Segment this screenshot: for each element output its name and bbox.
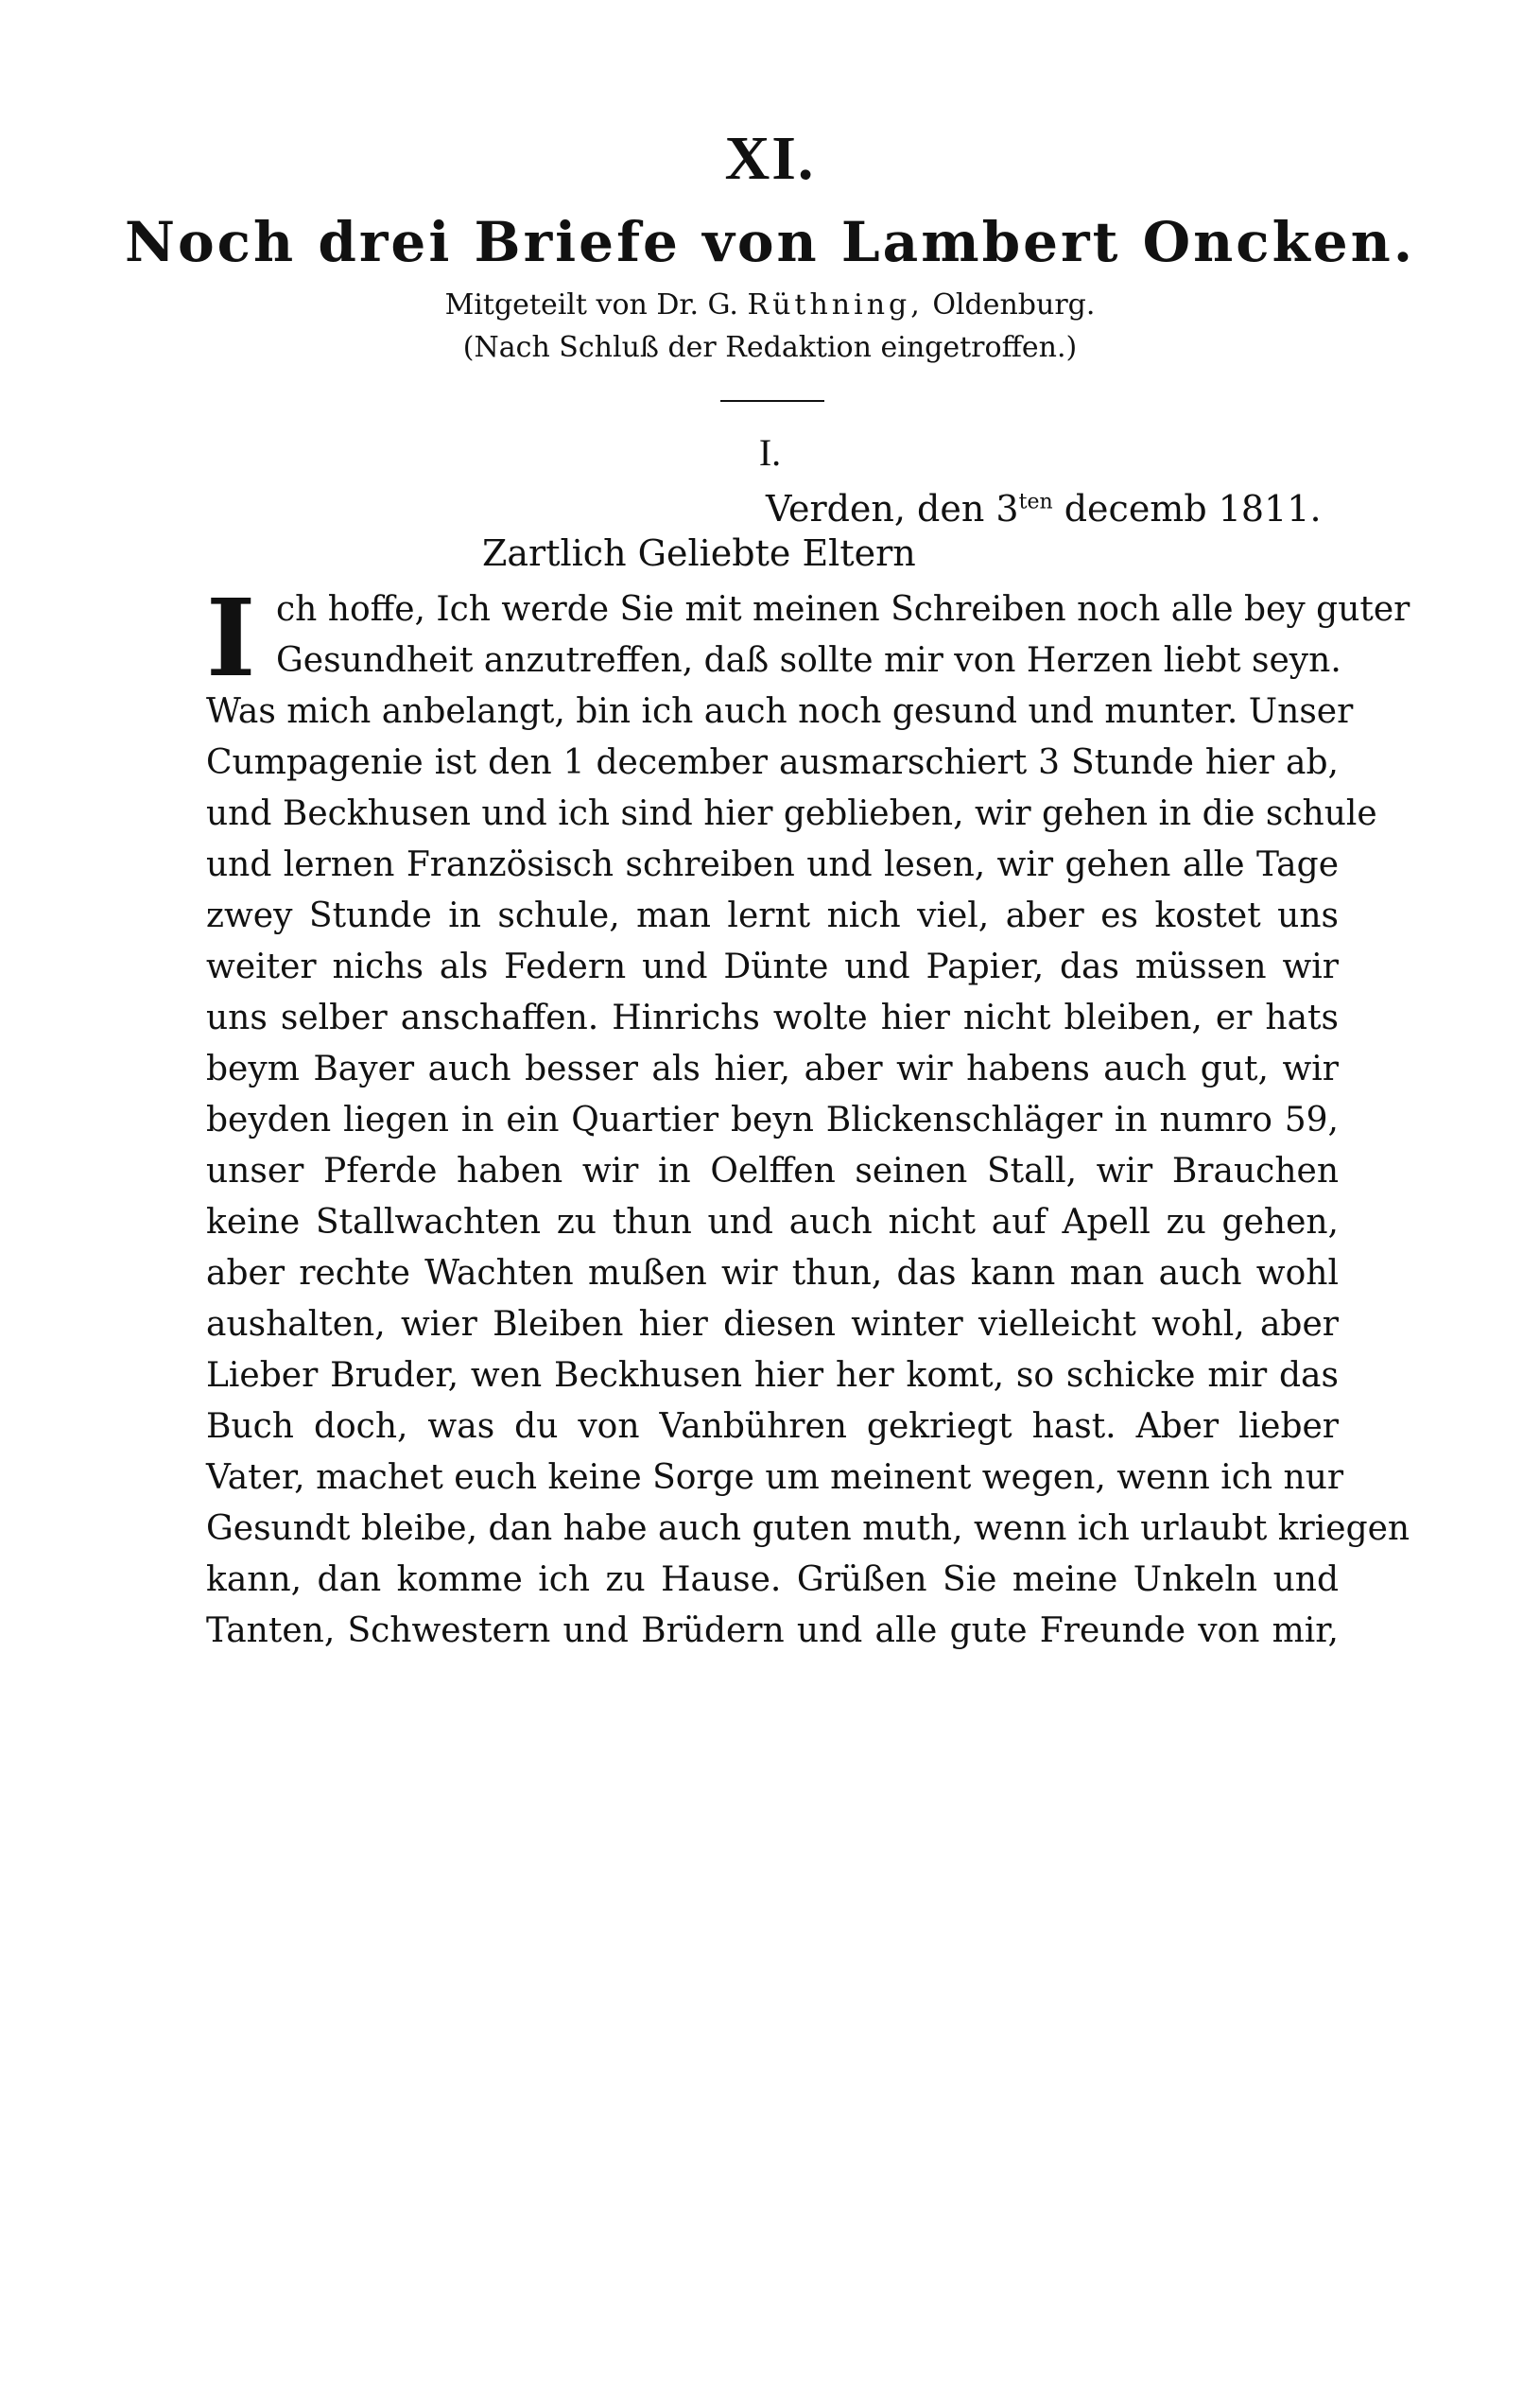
body-line: Gesundt bleibe, dan habe auch guten muth, wenn ich urlaubt kriegen	[206, 1509, 1410, 1548]
letter-dateline	[766, 488, 1322, 530]
editorial-note: (Nach Schluß der Redaktion eingetroffen.)	[462, 331, 1078, 364]
body-line: und lernen Französisch schreiben und lesen, wir gehen alle Tage	[206, 845, 1339, 884]
body-line: weiter nichs als Federn und Dünte und Papier, das müssen wir	[206, 948, 1339, 986]
body-line: Gesundheit anzutreffen, daß sollte mir von Herzen liebt seyn.	[276, 641, 1341, 680]
byline-prefix: Mitgeteilt von Dr. G.	[444, 288, 738, 322]
body-line: Cumpagenie ist den 1 december ausmarschiert 3 Stunde hier ab,	[206, 743, 1339, 782]
dateline-place: Verden, den 3	[766, 488, 1019, 530]
chapter-number: XI.	[724, 124, 816, 193]
body-line: und Beckhusen und ich sind hier geblieben, wir gehen in die schule	[206, 794, 1377, 833]
byline-place: Oldenburg.	[932, 288, 1096, 322]
body-line: ch hoffe, Ich werde Sie mit meinen Schreiben noch alle bey guter	[276, 590, 1410, 629]
byline	[0, 288, 1540, 322]
body-line: zwey Stunde in schule, man lernt nich viel, aber es kostet uns	[206, 896, 1339, 935]
drop-cap: I	[206, 577, 256, 701]
letter-number: I.	[758, 431, 782, 474]
chapter-title: Noch drei Briefe von Lambert Oncken.	[124, 210, 1416, 274]
body-line: aber rechte Wachten mußen wir thun, das kann man auch wohl	[206, 1254, 1339, 1293]
letter-salutation: Zartlich Geliebte Eltern	[482, 532, 916, 574]
body-line: unser Pferde haben wir in Oelffen seinen Stall, wir Brauchen	[206, 1152, 1339, 1191]
byline-author: Rüthning,	[747, 288, 924, 322]
body-line: kann, dan komme ich zu Hause. Grüßen Sie meine Unkeln und	[206, 1560, 1339, 1599]
dateline-superscript: ten	[1018, 490, 1053, 514]
dateline-date: decemb 1811.	[1052, 488, 1322, 530]
body-line: aushalten, wier Bleiben hier diesen winter vielleicht wohl, aber	[206, 1305, 1339, 1344]
body-line: uns selber anschaffen. Hinrichs wolte hier nicht bleiben, er hats	[206, 999, 1339, 1037]
body-line: beym Bayer auch besser als hier, aber wir habens auch gut, wir	[206, 1050, 1339, 1088]
body-line: Tanten, Schwestern und Brüdern und alle gute Freunde von mir,	[206, 1611, 1339, 1650]
body-line: Was mich anbelangt, bin ich auch noch gesund und munter. Unser	[206, 692, 1354, 731]
body-line: Buch doch, was du von Vanbühren gekriegt hast. Aber lieber	[206, 1407, 1339, 1446]
body-line: Vater, machet euch keine Sorge um meinent wegen, wenn ich nur	[206, 1458, 1344, 1497]
body-line: beyden liegen in ein Quartier beyn Blickenschläger in numro 59,	[206, 1101, 1339, 1140]
body-line: Lieber Bruder, wen Beckhusen hier her komt, so schicke mir das	[206, 1356, 1339, 1395]
body-line: keine Stallwachten zu thun und auch nicht auf Apell zu gehen,	[206, 1203, 1339, 1242]
divider-rule	[720, 400, 824, 402]
